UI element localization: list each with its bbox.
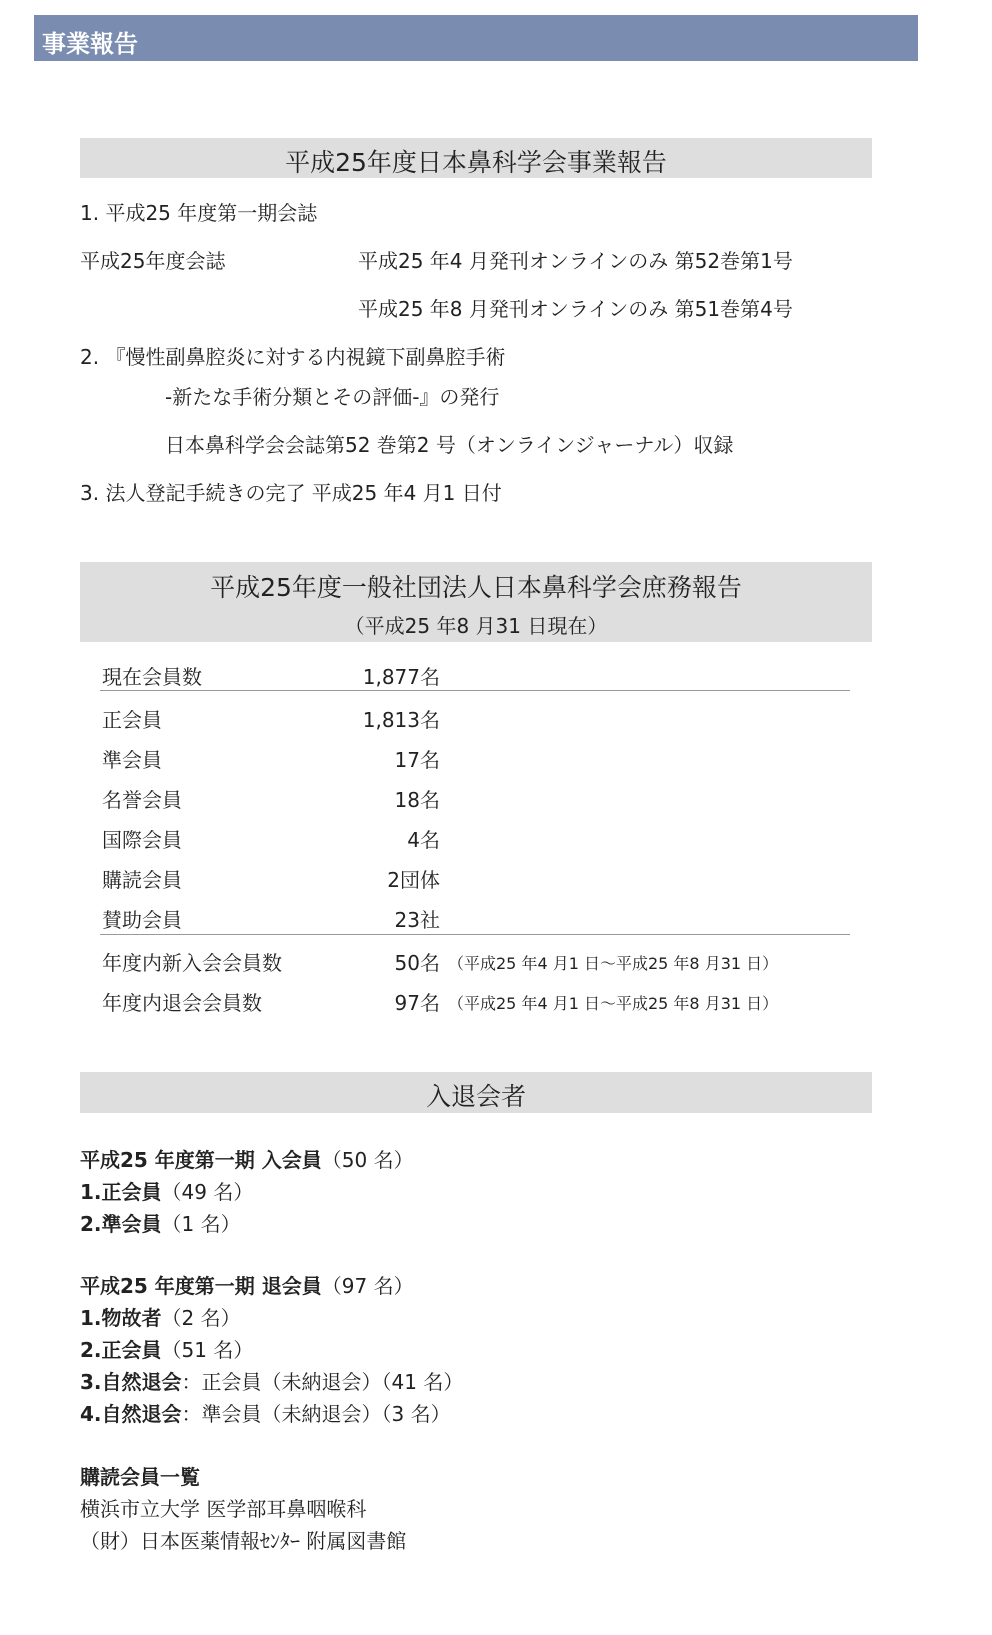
divider — [100, 934, 850, 935]
join-item-count: （49 名） — [161, 1180, 254, 1204]
member-row-value: 1,813名 — [362, 708, 440, 732]
total-members-label: 現在会員数 — [102, 665, 202, 689]
subscriber-item: 横浜市立大学 医学部耳鼻咽喉科 — [80, 1497, 367, 1521]
member-row-value: 2団体 — [387, 868, 440, 892]
member-row-label: 名誉会員 — [102, 788, 182, 812]
join-heading-line — [80, 1144, 414, 1173]
left-members-label: 年度内退会会員数 — [102, 991, 262, 1015]
left-members-value: 97名 — [394, 991, 440, 1015]
join-item-label: 2.準会員 — [80, 1212, 162, 1236]
section1-item1: 1. 平成25 年度第一期会誌 — [80, 201, 318, 225]
section1-item3: 3. 法人登記手続きの完了 平成25 年4 月1 日付 — [80, 481, 502, 505]
section1-title: 平成25年度日本鼻科学会事業報告 — [285, 148, 667, 177]
page-header — [34, 15, 918, 61]
total-members-value: 1,877名 — [362, 665, 440, 689]
leave-item-count: （2 名） — [161, 1306, 241, 1330]
section1-title-band — [80, 138, 872, 178]
member-row-value: 23社 — [394, 908, 440, 932]
new-members-value: 50名 — [394, 951, 440, 975]
join-item-label: 1.正会員 — [80, 1180, 162, 1204]
section2-title: 平成25年度一般社団法人日本鼻科学会庶務報告 — [210, 573, 742, 602]
leave-item-label: 1.物故者 — [80, 1306, 162, 1330]
subscriber-item: （財）日本医薬情報ｾﾝﾀｰ 附属図書館 — [80, 1529, 407, 1553]
join-count: （50 名） — [321, 1148, 414, 1172]
left-members-note: （平成25 年4 月1 日～平成25 年8 月31 日） — [448, 994, 779, 1013]
section1-item2: 2. 『慢性副鼻腔炎に対する内視鏡下副鼻腔手術 — [80, 345, 506, 369]
leave-item — [80, 1398, 451, 1427]
leave-item-count: （51 名） — [161, 1338, 254, 1362]
journal-line1: 平成25 年4 月発刊オンラインのみ 第52巻第1号 — [358, 249, 793, 273]
member-row-value: 4名 — [407, 828, 440, 852]
section3-title: 入退会者 — [425, 1082, 526, 1111]
journal-line2: 平成25 年8 月発刊オンラインのみ 第51巻第4号 — [358, 297, 793, 321]
member-row-value: 17名 — [394, 748, 440, 772]
section2-subtitle: （平成25 年8 月31 日現在） — [344, 614, 608, 638]
new-members-label: 年度内新入会会員数 — [102, 951, 282, 975]
leave-item-label: 3.自然退会 — [80, 1370, 182, 1394]
section1-item2-line3: 日本鼻科学会会誌第52 巻第2 号（オンラインジャーナル）収録 — [165, 433, 734, 457]
subscribers-heading: 購読会員一覧 — [80, 1465, 200, 1489]
member-row-label: 購読会員 — [102, 868, 182, 892]
leave-item — [80, 1302, 241, 1331]
divider — [100, 690, 850, 691]
section3-title-band — [80, 1072, 872, 1113]
leave-item-label: 2.正会員 — [80, 1338, 162, 1362]
leave-item-count: ：準会員（未納退会）（3 名） — [181, 1402, 451, 1426]
join-heading: 平成25 年度第一期 入会員 — [80, 1148, 322, 1172]
member-row-value: 18名 — [394, 788, 440, 812]
join-item — [80, 1176, 253, 1205]
section1-item2-line2: -新たな手術分類とその評価-』の発行 — [165, 385, 500, 409]
leave-count: （97 名） — [321, 1274, 414, 1298]
join-item-count: （1 名） — [161, 1212, 241, 1236]
leave-item-label: 4.自然退会 — [80, 1402, 182, 1426]
join-item — [80, 1208, 241, 1237]
leave-item — [80, 1334, 253, 1363]
member-row-label: 準会員 — [102, 748, 162, 772]
member-row-label: 正会員 — [102, 708, 162, 732]
journal-label: 平成25年度会誌 — [80, 249, 226, 273]
page-title: 事業報告 — [42, 30, 138, 58]
leave-heading: 平成25 年度第一期 退会員 — [80, 1274, 322, 1298]
new-members-note: （平成25 年4 月1 日～平成25 年8 月31 日） — [448, 954, 779, 973]
section2-title-band — [80, 562, 872, 642]
leave-item — [80, 1366, 463, 1395]
member-row-label: 国際会員 — [102, 828, 182, 852]
leave-heading-line — [80, 1270, 414, 1299]
member-row-label: 賛助会員 — [102, 908, 182, 932]
leave-item-count: ：正会員（未納退会）（41 名） — [181, 1370, 464, 1394]
